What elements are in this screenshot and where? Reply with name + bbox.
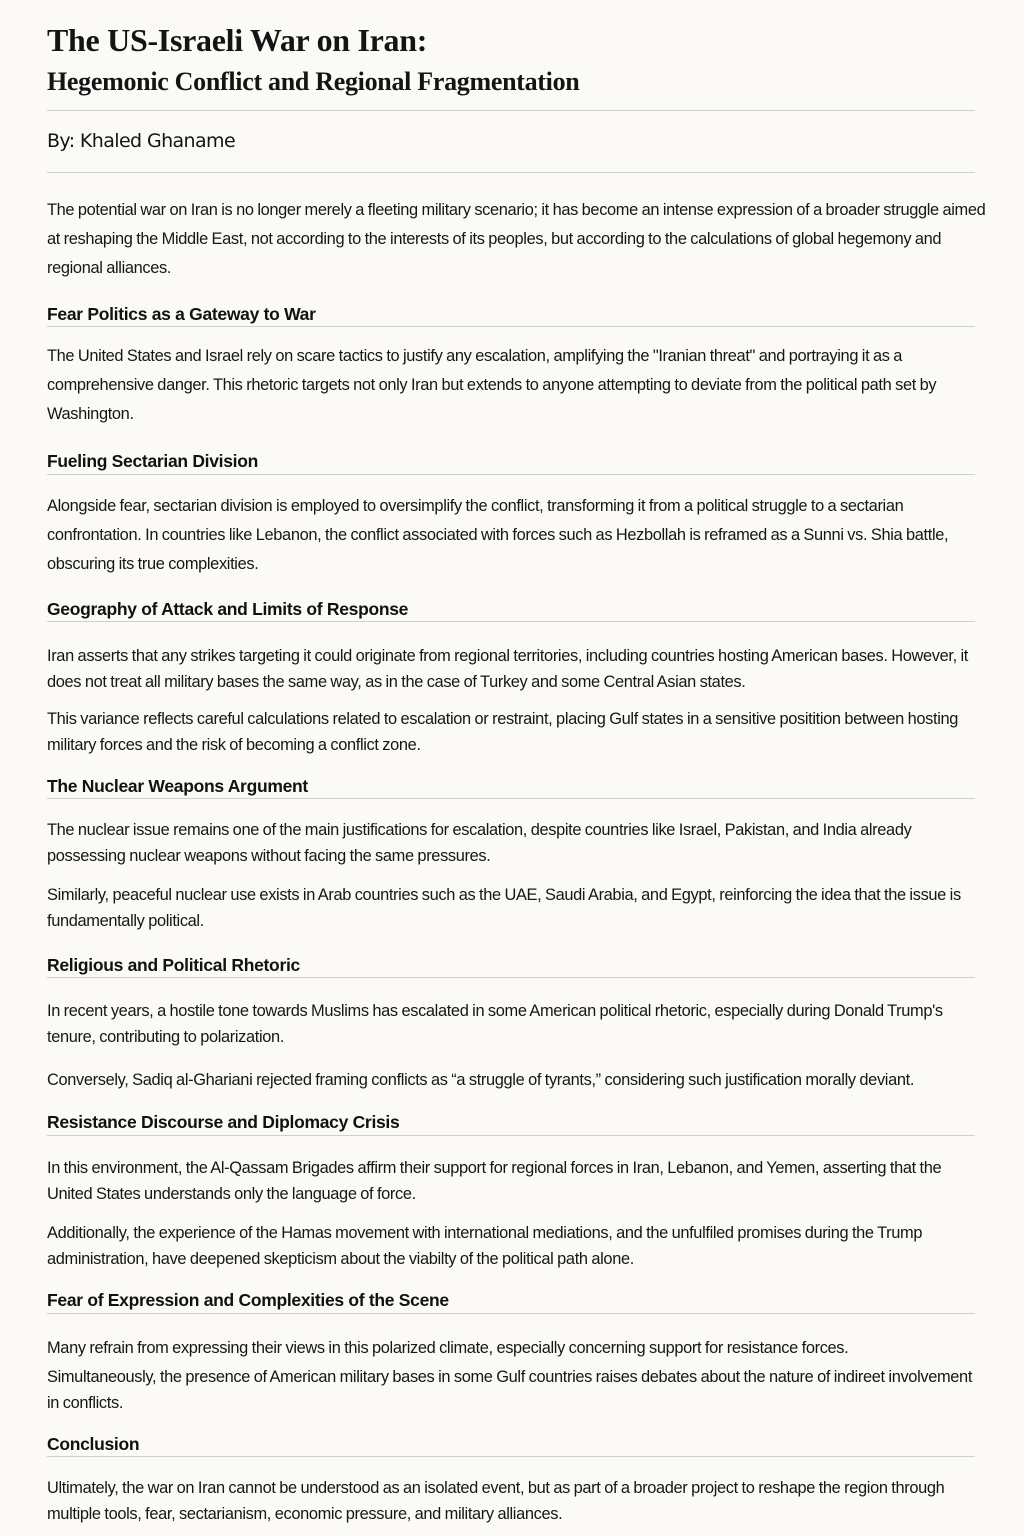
section-paragraph: In this environment, the Al-Qassam Brigades affirm their support for regional forces in Iran, Lebanon, and Yemen, asserting that the United States understands only the language of force. — [47, 1159, 942, 1203]
section-paragraph: The United States and Israel rely on scare tactics to justify any escalation, amplifying the "Iranian threat" and portraying it as a comprehensive danger. This rhetoric targets not only Iran but extends to anyone attempting to deviate from the political path set by Washington. — [47, 347, 937, 423]
section-heading: Resistance Discourse and Diplomacy Crisis — [47, 1112, 400, 1132]
section-paragraph: Additionally, the experience of the Hamas movement with international mediations, and the unfulfiled promises during the Trump administration, have deepened skepticism about the viabilty of the political path alone. — [47, 1224, 923, 1268]
section-heading: Conclusion — [47, 1434, 140, 1454]
section-paragraph: This variance reflects careful calculations related to escalation or restraint, placing Gulf states in a sensitive positition between hosting military forces and the risk of becoming a conflict zone. — [47, 710, 959, 754]
section-heading: Geography of Attack and Limits of Response — [47, 599, 409, 619]
section-paragraph: Iran asserts that any strikes targeting it could originate from regional territories, including countries hosting American bases. However, it does not treat all military bases the same way, as in the case of Turkey and some Central Asian states. — [47, 647, 969, 691]
section-divider — [47, 798, 975, 799]
section-divider — [47, 1135, 975, 1136]
intro-paragraph: The potential war on Iran is no longer merely a fleeting military scenario; it has become an intense expression of a broader struggle aimed at reshaping the Middle East, not according to the interests of its peoples, but according to the calculations of global hegemony and regional alliances. — [47, 201, 986, 277]
section-paragraph: Many refrain from expressing their views in this polarized climate, especially concerning support for resistance forces. — [47, 1339, 849, 1357]
article-subtitle: Hegemonic Conflict and Regional Fragmentation — [47, 67, 580, 96]
section-divider — [47, 1313, 975, 1314]
section-heading: Fear Politics as a Gateway to War — [47, 304, 316, 324]
section-divider — [47, 977, 975, 978]
section-divider — [47, 1456, 975, 1457]
section-divider — [47, 326, 975, 327]
section-divider — [47, 474, 975, 475]
section-paragraph: Alongside fear, sectarian division is employed to oversimplify the conflict, transforming it from a political struggle to a sectarian confrontation. In countries like Lebanon, the conflict associated with forces such as Hezbollah is reframed as a Sunni vs. Shia battle, obscuring its true complexities. — [47, 497, 949, 573]
byline-divider — [47, 172, 975, 173]
section-paragraph: The nuclear issue remains one of the main justifications for escalation, despite countries like Israel, Pakistan, and India already possessing nuclear weapons without facing the same pressures. — [47, 821, 912, 865]
section-heading: Religious and Political Rhetoric — [47, 955, 300, 975]
section-paragraph: Simultaneously, the presence of American military bases in some Gulf countries raises debates about the nature of indireet involvement in conflicts. — [47, 1368, 973, 1412]
section-paragraph: Conversely, Sadiq al-Ghariani rejected framing conflicts as “a struggle of tyrants,” considering such justification morally deviant. — [47, 1071, 915, 1089]
title-divider — [47, 110, 975, 111]
section-heading: Fear of Expression and Complexities of the Scene — [47, 1290, 449, 1310]
section-divider — [47, 621, 975, 622]
author-byline: By: Khaled Ghaname — [47, 130, 236, 152]
section-heading: The Nuclear Weapons Argument — [47, 776, 308, 796]
section-paragraph: Ultimately, the war on Iran cannot be understood as an isolated event, but as part of a broader project to reshape the region through multiple tools, fear, sectarianism, economic pressure, and military alliances. — [47, 1479, 945, 1523]
article-title: The US-Israeli War on Iran: — [47, 22, 428, 58]
section-paragraph: Similarly, peaceful nuclear use exists in Arab countries such as the UAE, Saudi Arabia, and Egypt, reinforcing the idea that the issue is fundamentally political. — [47, 886, 961, 930]
section-heading: Fueling Sectarian Division — [47, 451, 259, 471]
section-paragraph: In recent years, a hostile tone towards Muslims has escalated in some American political rhetoric, especially during Donald Trump's tenure, contributing to polarization. — [47, 1002, 943, 1046]
